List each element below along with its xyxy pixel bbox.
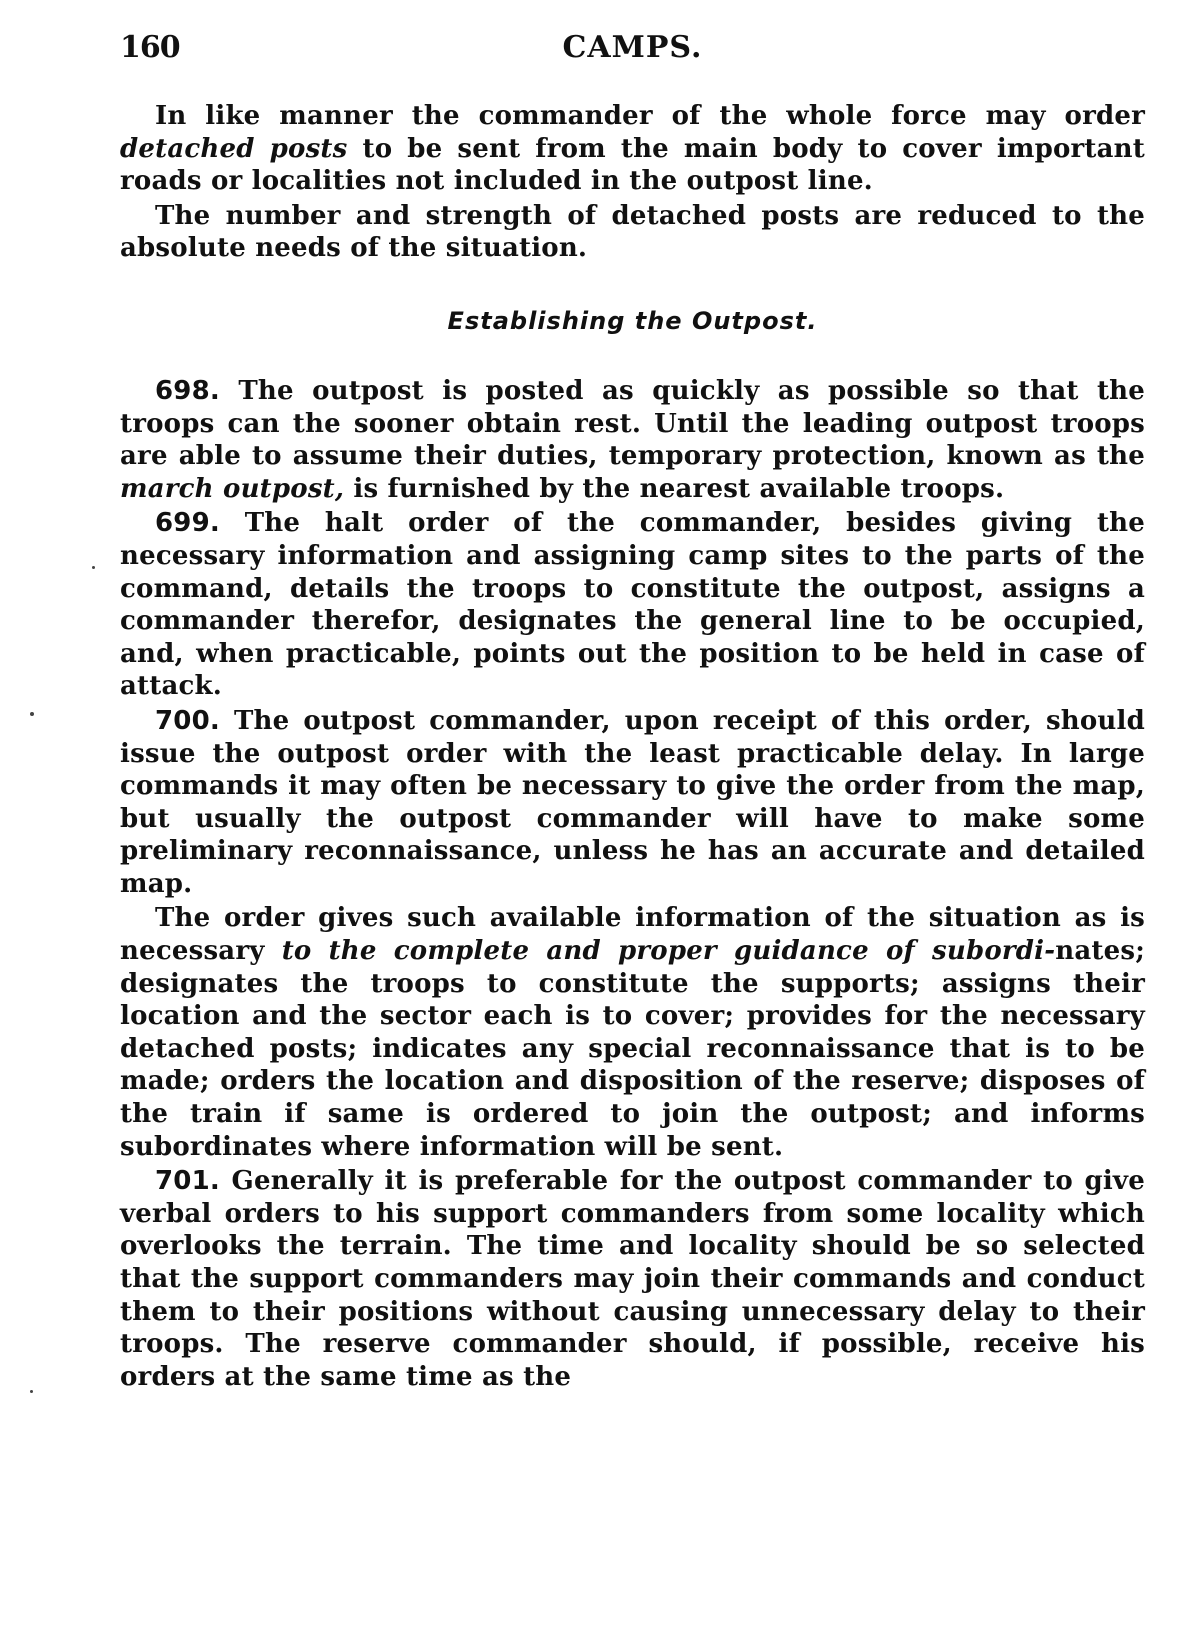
intro-paragraph-2: The number and strength of detached posts are reduced to the absolute needs of the situation. xyxy=(120,200,1145,264)
intro-paragraph-1 xyxy=(120,100,1145,198)
p698-before: The outpost is posted as quickly as possible so that the troops can the sooner obtain rest. Until the leading outpost troops are able to assume their duties, temporary protection, known as the xyxy=(120,375,1145,472)
p698-after: is furnished by the nearest available troops. xyxy=(344,473,1005,504)
paragraph-698 xyxy=(120,375,1145,505)
page-header xyxy=(120,30,1145,70)
p700-text: The outpost commander, upon receipt of this order, should issue the outpost order with the least practicable delay. In large commands it may often be necessary to give the order from the map, but usually the outpost commander will have to make some preliminary reconnaissance, unless he has an accurate and detailed map. xyxy=(120,705,1145,899)
page-body xyxy=(120,100,1145,1393)
section-number-698: 698. xyxy=(155,375,220,406)
paragraph-700-order xyxy=(120,902,1145,1163)
page-number: 160 xyxy=(120,30,180,65)
section-subheading: Establishing the Outpost. xyxy=(447,306,818,335)
paragraph-700 xyxy=(120,705,1145,901)
paragraph-701 xyxy=(120,1165,1145,1393)
speck-mark xyxy=(30,1390,33,1393)
p700-order-italic: to the complete and proper guidance of subordi- xyxy=(281,936,1056,967)
detached-posts-term: detached posts xyxy=(120,133,348,164)
section-number-701: 701. xyxy=(155,1166,220,1197)
p699-text: The halt order of the commander, besides giving the necessary information and assigning camp sites to the parts of the command, details the troops to constitute the outpost, assigns a commander therefor, designates the general line to be occupied, and, when practicable, points out the position to be held in case of attack. xyxy=(120,508,1145,702)
speck-mark xyxy=(30,712,34,716)
p700-order-before: The order gives such available information of the situation as is necessary xyxy=(120,903,1145,967)
march-outpost-term: march outpost, xyxy=(120,473,345,504)
section-number-699: 699. xyxy=(155,508,220,539)
section-number-700: 700. xyxy=(155,705,220,736)
running-title: CAMPS. xyxy=(562,30,703,65)
paragraph-699 xyxy=(120,507,1145,703)
p701-text: Generally it is preferable for the outpost commander to give verbal orders to his support commanders from some locality which overlooks the terrain. The time and locality should be so selected that the support commanders may join their commands and conduct them to their positions without causing unnecessary delay to their troops. The reserve commander should, if possible, receive his orders at the same time as the xyxy=(120,1166,1145,1392)
p700-order-after: nates; designates the troops to constitute the supports; assigns their location and the sector each is to cover; provides for the necessary detached posts; indicates any special reconnaissance that is to be made; orders the location and disposition of the reserve; disposes of the train if same is ordered to join the outpost; and informs subordinates where information will be sent. xyxy=(120,936,1145,1162)
intro-p1-after: to be sent from the main body to cover important roads or localities not included in the outpost line. xyxy=(120,133,1145,197)
speck-mark xyxy=(92,566,95,569)
intro-p1-before: In like manner the commander of the whole force may order xyxy=(155,101,1145,131)
